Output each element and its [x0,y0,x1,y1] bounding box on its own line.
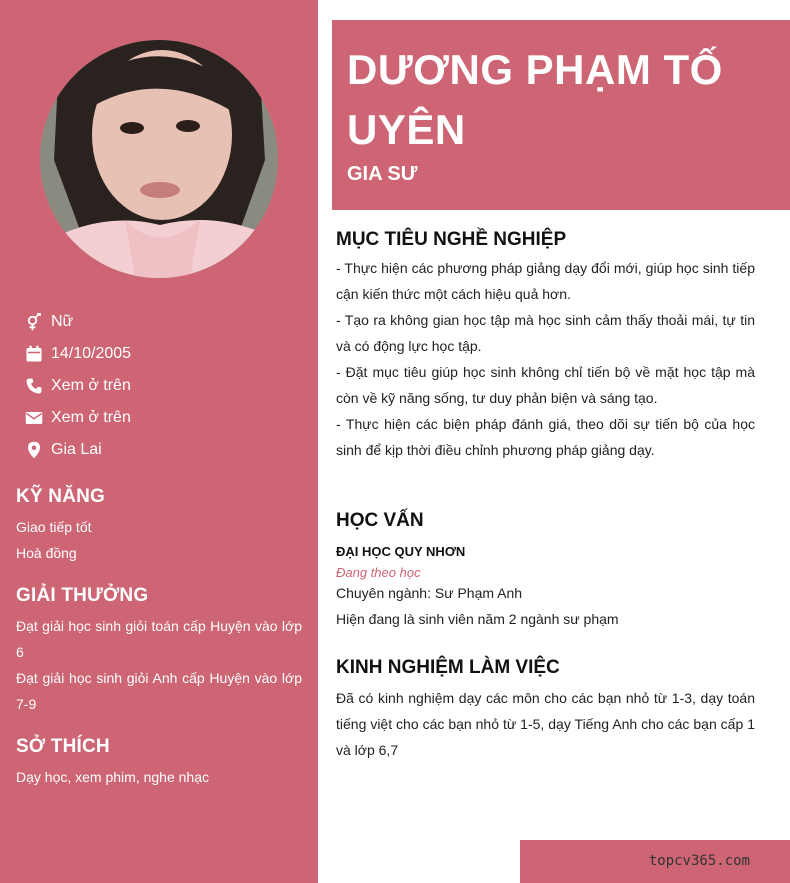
experience-section [336,657,755,763]
education-note: Hiện đang là sinh viên năm 2 ngành sư phạm [336,611,619,627]
phone-text: Xem ở trên [51,377,131,394]
objective-section [336,229,755,463]
portrait-image [40,40,278,278]
hobbies-title: SỞ THÍCH [16,736,110,757]
objective-item: - Đặt mục tiêu giúp học sinh không chỉ tiến bộ về mặt học tập mà còn về kỹ năng sống, tư duy phản biện và sáng tạo. [336,364,755,406]
location-pin-icon [24,440,44,460]
contact-phone [24,370,304,402]
phone-icon [24,376,44,396]
gender-icon [24,312,44,332]
full-name: DƯƠNG PHẠM TỐ UYÊN [347,46,723,153]
education-status: Đang theo học [336,565,421,580]
gender-text: Nữ [51,313,74,330]
site-watermark: topcv365.com [648,853,750,869]
profile-photo [40,40,278,278]
contact-birthday [24,338,304,370]
contact-list [24,306,304,466]
hobbies-section [16,736,302,790]
calendar-icon [24,344,44,364]
education-section [336,510,755,632]
education-title: HỌC VẤN [336,510,424,531]
location-text: Gia Lai [51,441,102,458]
experience-text: Đã có kinh nghiệm dạy các môn cho các bạn nhỏ từ 1-3, dạy toán tiếng việt cho các bạn nhỏ từ 1-5, dạy Tiếng Anh cho các bạn cấp 1 và lớp 6,7 [336,690,755,758]
awards-title: GIẢI THƯỞNG [16,585,149,606]
email-text: Xem ở trên [51,409,131,426]
objective-item: - Thực hiện các biện pháp đánh giá, theo dõi sự tiến bộ của học sinh để kịp thời điều chỉnh phương pháp giảng dạy. [336,416,755,458]
job-role: GIA SƯ [347,163,418,185]
birthday-text: 14/10/2005 [51,345,132,362]
header-banner [332,20,790,210]
footer-bar [520,840,790,883]
contact-location [24,434,304,466]
hobbies-text: Dạy học, xem phim, nghe nhạc [16,769,209,785]
award-item: Đạt giải học sinh giỏi Anh cấp Huyện vào lớp 7-9 [16,670,302,712]
skills-section [16,486,302,566]
awards-section [16,585,302,717]
skill-item: Hoà đồng [16,545,77,561]
objective-title: MỤC TIÊU NGHỀ NGHIỆP [336,229,567,250]
objective-item: - Thực hiện các phương pháp giảng dạy đổi mới, giúp học sinh tiếp cận kiến thức một cách hiệu quả hơn. [336,260,755,302]
objective-item: - Tạo ra không gian học tập mà học sinh cảm thấy thoải mái, tự tin và có động lực học tập. [336,312,755,354]
contact-gender [24,306,304,338]
school-name: ĐẠI HỌC QUY NHƠN [336,544,466,559]
award-item: Đạt giải học sinh giỏi toán cấp Huyện vào lớp 6 [16,618,302,660]
experience-title: KINH NGHIỆM LÀM VIỆC [336,657,560,678]
education-major: Chuyên ngành: Sư Phạm Anh [336,585,523,601]
skill-item: Giao tiếp tốt [16,519,92,535]
email-icon [24,408,44,428]
sidebar [0,0,318,883]
skills-title: KỸ NĂNG [16,486,106,507]
contact-email [24,402,304,434]
